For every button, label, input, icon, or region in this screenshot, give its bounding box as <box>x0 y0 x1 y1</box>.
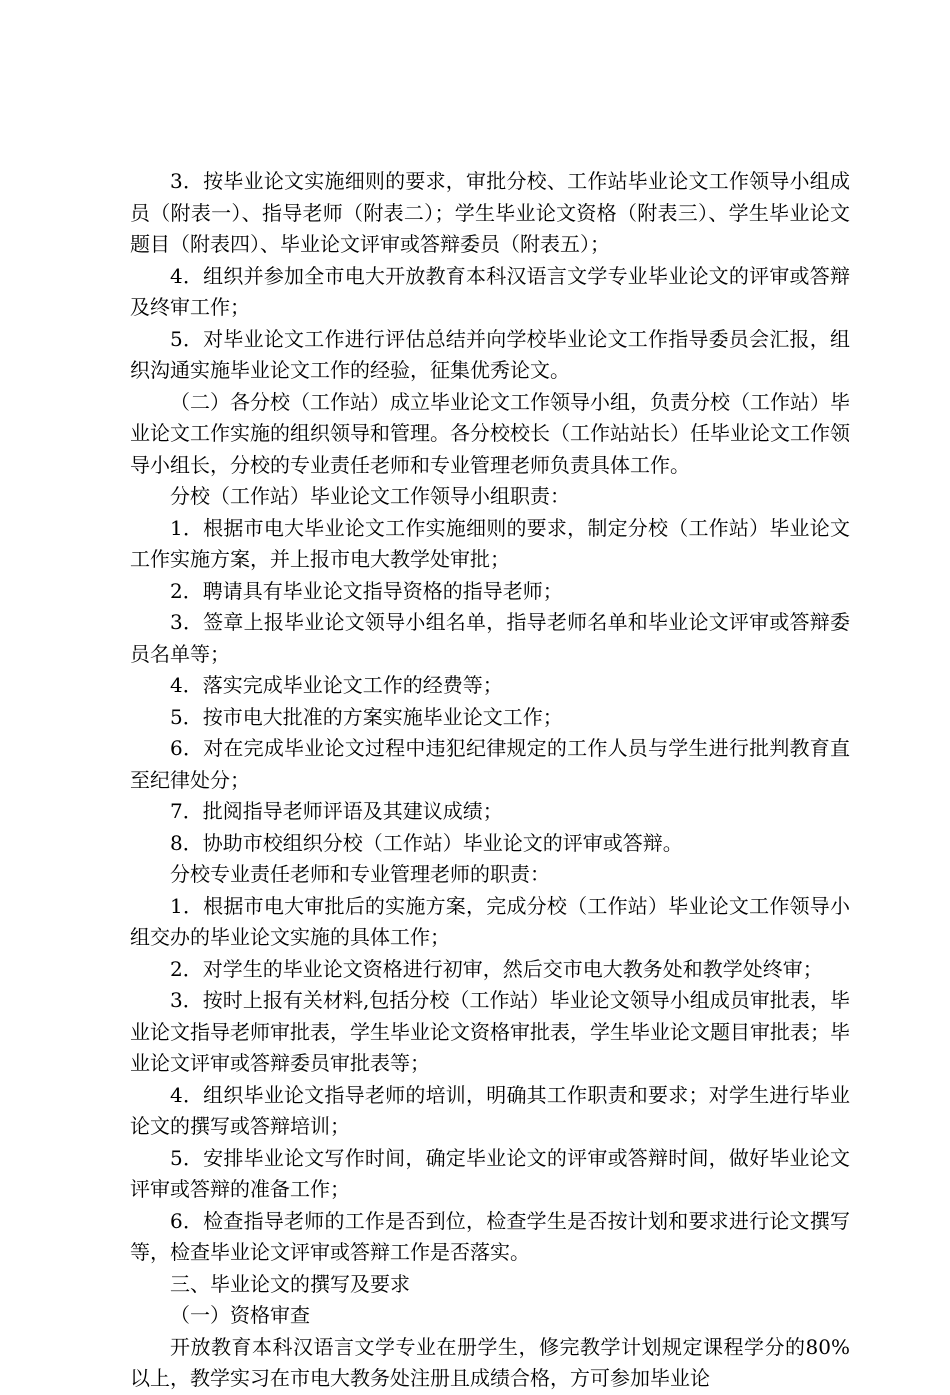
paragraph: 5．按市电大批准的方案实施毕业论文工作； <box>170 704 563 729</box>
paragraph: 分校（工作站）毕业论文工作领导小组职责： <box>170 484 570 508</box>
paragraph: 1．根据市电大毕业论文工作实施细则的要求，制定分校（工作站）毕业论文工作实施方案，并上报市电大教学处审批； <box>130 515 850 571</box>
paragraph: 7．批阅指导老师评语及其建议成绩； <box>170 799 503 823</box>
subsection-heading: （一）资格审查 <box>170 1303 310 1327</box>
paragraph: 8．协助市校组织分校（工作站）毕业论文的评审或答辩。 <box>170 830 683 855</box>
section-heading: 三、毕业论文的撰写及要求 <box>170 1271 410 1296</box>
paragraph: 5．安排毕业论文写作时间，确定毕业论文的评审或答辩时间，做好毕业论文评审或答辩的准备工作； <box>130 1145 850 1201</box>
paragraph: 1．根据市电大审批后的实施方案，完成分校（工作站）毕业论文工作领导小组交办的毕业论文实施的具体工作； <box>130 893 850 949</box>
paragraph: 4．落实完成毕业论文工作的经费等； <box>170 673 503 697</box>
paragraph: 3．签章上报毕业论文领导小组名单，指导老师名单和毕业论文评审或答辩委员名单等； <box>130 610 850 666</box>
paragraph: 4．组织毕业论文指导老师的培训，明确其工作职责和要求；对学生进行毕业论文的撰写或答辩培训； <box>130 1082 850 1138</box>
paragraph: 2．聘请具有毕业论文指导资格的指导老师； <box>170 578 563 603</box>
section-paragraph: （二）各分校（工作站）成立毕业论文工作领导小组，负责分校（工作站）毕业论文工作实施的组织领导和管理。各分校校长（工作站站长）任毕业论文工作领导小组长，分校的专业责任老师和专业管理老师负责具体工作。 <box>130 389 850 477</box>
paragraph: 4．组织并参加全市电大开放教育本科汉语言文学专业毕业论文的评审或答辩及终审工作； <box>130 263 850 319</box>
document-body <box>130 166 850 1395</box>
paragraph: 6．检查指导老师的工作是否到位，检查学生是否按计划和要求进行论文撰写等，检查毕业论文评审或答辩工作是否落实。 <box>130 1208 850 1264</box>
paragraph: 分校专业责任老师和专业管理老师的职责： <box>170 862 550 886</box>
paragraph: 3．按时上报有关材料,包括分校（工作站）毕业论文领导小组成员审批表，毕业论文指导老师审批表，学生毕业论文资格审批表，学生毕业论文题目审批表；毕业论文评审或答辩委员审批表等； <box>130 988 850 1075</box>
paragraph: 2．对学生的毕业论文资格进行初审，然后交市电大教务处和教学处终审； <box>170 956 823 981</box>
paragraph: 3．按毕业论文实施细则的要求，审批分校、工作站毕业论文工作领导小组成员（附表一）、指导老师（附表二）；学生毕业论文资格（附表三）、学生毕业论文题目（附表四）、毕业论文评审或答辩委员（附表五）； <box>130 169 850 256</box>
paragraph: 5．对毕业论文工作进行评估总结并向学校毕业论文工作指导委员会汇报，组织沟通实施毕业论文工作的经验，征集优秀论文。 <box>130 326 850 382</box>
paragraph: 6．对在完成毕业论文过程中违犯纪律规定的工作人员与学生进行批判教育直至纪律处分； <box>130 736 850 792</box>
paragraph: 开放教育本科汉语言文学专业在册学生，修完教学计划规定课程学分的80%以上，教学实习在市电大教务处注册且成绩合格，方可参加毕业论 <box>130 1334 850 1390</box>
